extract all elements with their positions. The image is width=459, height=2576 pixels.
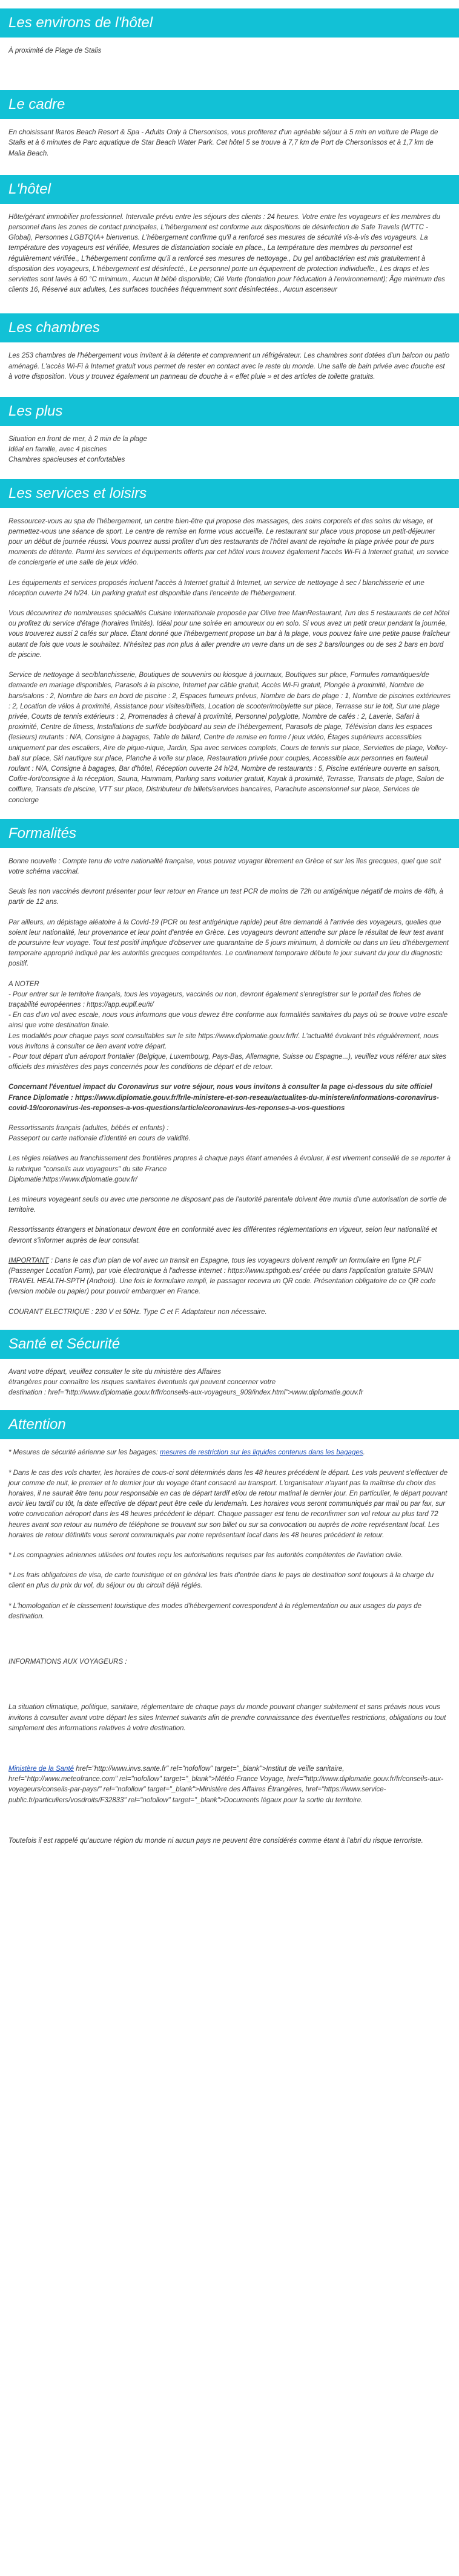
attention-paragraph: * Les compagnies aériennes utilisées ont toutes reçu les autorisations requises par les autorités compétentes de l'aviation civile.: [8, 1552, 403, 1560]
cadre-text-block: [0, 124, 459, 159]
terror-risk-notice: Toutefois il est rappelé qu'aucune région du monde ni aucun pays ne peuvent être considérés comme étant à l'abri du risque terroriste.: [8, 1837, 423, 1845]
health-ministry-link[interactable]: Ministère de la Santé: [8, 1765, 74, 1773]
formalites-paragraph: Seuls les non vaccinés devront présenter pour leur retour en France un test PCR de moins de 72h ou antigénique négatif de moins de 48h, à partir de 12 ans.: [8, 888, 443, 906]
section-cadre: [0, 90, 459, 159]
formalites-paragraph: Par ailleurs, un dépistage aléatoire à la Covid-19 (PCR ou test antigénique rapide) peut être demandé à l'arrivée des voyageurs, quelles que soient leur nationalité, leur provenance et leur point d'entrée en Grèce. Les voyageurs devront attendre sur place le résultat de leur test avant de poursuivre leur voyage. Tout test positif implique d'observer une quarantaine de 5 jours minimum, à domicile ou dans un lieu d'hébergement temporaire approprié indiqué par les autorités grecques compétentes. Le confinement temporaire débute le jour suivant du jour du diagnostic positif.: [8, 918, 449, 968]
formalites-text-block: [0, 853, 459, 1318]
section-title-environs: Les environs de l'hôtel: [0, 8, 459, 38]
spacer: [0, 392, 459, 397]
section-attention: [0, 1410, 459, 1846]
formalites-paragraph: Bonne nouvelle : Compte tenu de votre nationalité française, vous pouvez voyager librement en Grèce et sur les îles grecques, quel que soit votre schéma vaccinal.: [8, 857, 441, 875]
spacer: [0, 66, 459, 90]
travellers-info-title: INFORMATIONS AUX VOYAGEURS :: [8, 1658, 127, 1666]
services-paragraph: Vous découvrirez de nombreuses spécialités Cuisine internationale proposée par Olive tree MainRestaurant, l'un des 5 restaurants de cet hôtel ou profitez du service d'étage (horaires limités). Idéal pour une soirée en amoureux ou en solo. Si vous avez un petit creux pendant la journée, vous trouverez aussi 2 cafés sur place. Étant donné que l'hébergement propose un bar à la plage, vous pouvez faire une petite pause fraîcheur autant de fois que vous le souhaitez. N'hésitez pas non plus à aller prendre un verre dans un de ses 2 bars/lounges ou de ses 2 bars en bord de piscine.: [8, 610, 451, 659]
section-title-attention: Attention: [0, 1410, 459, 1439]
section-chambres: [0, 313, 459, 382]
section-title-services: Les services et loisirs: [0, 479, 459, 508]
note-line: Les modalités pour chaque pays sont consultables sur le site https://www.diplomatie.gouv.fr/fr/. L'actualité évoluant très régulièrement, nous vous invitons à consulter ce lien avant votre départ.: [8, 1032, 439, 1050]
coronavirus-notice: Concernant l'éventuel impact du Coronavirus sur votre séjour, nous vous invitons à consulter la page ci-dessous du site officiel France Diplomatie : https://www.diplomatie.gouv.fr/fr/le-ministere-et-son-reseau/actualites-du-ministere/informations-coronavirus-covid-19/coronavirus-les-reponses-a-vos-questions/article/coronavirus-les-reponses-a-vos-questions: [8, 1084, 439, 1112]
attention-paragraph: La situation climatique, politique, sanitaire, réglementaire de chaque pays du monde pouvant changer subitement et sans préavis nous vous invitons à consulter avant votre départ les sites Internet suivants afin de prendre connaissance des éventuelles restrictions, obligations ou tout simplement des informations relatives à votre destination.: [8, 1704, 446, 1732]
section-title-hotel: L'hôtel: [0, 175, 459, 204]
attention-paragraph: * L'homologation et le classement touristique des modes d'hébergement correspondent à la réglementation ou aux usages du pays de destination.: [8, 1602, 422, 1620]
section-title-sante: Santé et Sécurité: [0, 1330, 459, 1359]
plus-item: Idéal en famille, avec 4 piscines: [8, 446, 107, 454]
border-line: Les règles relatives au franchissement des frontières propres à chaque pays étant amenées à évoluer, il est vivement conseillé de se reporter à la rubrique "conseils aux voyageurs" du site France: [8, 1155, 451, 1173]
formalites-note: [8, 979, 451, 1073]
section-title-chambres: Les chambres: [0, 313, 459, 342]
luggage-suffix: .: [363, 1449, 365, 1457]
environs-text-block: [0, 42, 459, 56]
hotel-text-block: [0, 209, 459, 296]
plus-list: [8, 434, 451, 466]
note-line: - Pour entrer sur le territoire français, tous les voyageurs, vaccinés ou non, devront également s'enregistrer sur le portail des fiches de traçabilité européennes : https://app.euplf.eu/#/: [8, 990, 421, 1008]
services-text-block: [0, 513, 459, 806]
chambres-text-block: [0, 347, 459, 382]
spacer: [0, 169, 459, 175]
section-plus: [0, 397, 459, 466]
formalites-paragraph: Ressortissants étrangers et binationaux devront être en conformité avec les différentes réglementations en vigueur, selon leur nationalité et devront s'informer auprès de leur consulat.: [8, 1226, 437, 1244]
plus-item: Chambres spacieuses et confortables: [8, 456, 125, 464]
attention-luggage: [8, 1448, 451, 1458]
services-paragraph: Ressourcez-vous au spa de l'hébergement, un centre bien-être qui propose des massages, des soins corporels et des soins du visage, et permettez-vous une séance de sport. Le centre de remise en forme vous accueille. Le restaurant sur place vous propose un petit-déjeuner pour un début de journée réussi. Vous pourrez aussi profiter d'un des restaurants de l'hôtel avant de rejoindre la plage privée pour de purs moments de détente. Parmi les services et équipements offerts par cet hôtel vous trouvez également l'accès Wi-Fi à Internet gratuit, un service de conciergerie et une salle de jeux vidéo.: [8, 517, 449, 567]
plus-text-block: [0, 431, 459, 466]
section-title-cadre: Le cadre: [0, 90, 459, 119]
note-line: - En cas d'un vol avec escale, nous vous informons que vous devrez être conforme aux formalités sanitaires du pays où se trouve votre escale ainsi que votre destination finale.: [8, 1012, 448, 1030]
spacer: [0, 305, 459, 313]
environs-text: À proximité de Plage de Stalis: [8, 47, 102, 54]
services-paragraph: Service de nettoyage à sec/blanchisserie, Boutiques de souvenirs ou kiosque à journaux, Boutiques sur place, Formules romantiques/de demande en mariage disponibles, Parasols à la piscine, Internet par câble gratuit, Accès Wi-Fi gratuit, Plongée à proximité, Nombre de bars/salons : 2, Nombre de bars en bord de piscine : 2, Espaces fumeurs prévus, Nombre de bars de plage : 1, Nombre de piscines extérieures : 2, Location de vélos à proximité, Assistance pour visites/billets, Location de scooter/mobylette sur place, Terrasse sur le toit, Sur une plage privée, Courts de tennis extérieurs : 2, Promenades à cheval à proximité, Personnel polyglotte, Nombre de cafés : 2, Laverie, Safari à proximité, Centre de fitness, Installations de surf/de bodyboard au sein de l'hébergement, Parasols de plage, Télévision dans les espaces (lesieurs) mutants : N/A, Consigne à bagages, Table de billard, Centre de remise en forme / jeux vidéo, Étages supérieurs accessibles uniquement par des escaliers, Aire de pique-nique, Jardin, Spa avec services complets, Cours de tennis sur place, Serviettes de plage, Volley-ball sur place, Ski nautique sur place, Planche à voile sur place, Restauration privée pour couples, Accessible aux personnes en fauteuil roulant : N/A, Consigne à bagages, Bar d'hôtel, Réception ouverte 24 h/24, Nombre de restaurants : 5, Piscine extérieure ouverte en saison, Coffre-fort/consigne à la réception, Sauna, Hammam, Parking sans voiturier gratuit, Kayak à proximité, Terrasse, Transats de plage, Salon de coiffure, Transats de piscine, VTT sur place, Distributeur de billets/services bancaires, Parachute ascensionnel sur place, Services de concierge: [8, 672, 451, 804]
liquids-restriction-link[interactable]: mesures de restriction sur les liquides contenus dans les bagages: [159, 1449, 363, 1457]
doc-line: Passeport ou carte nationale d'identité en cours de validité.: [8, 1135, 191, 1143]
section-hotel: [0, 175, 459, 296]
chambres-text: Les 253 chambres de l'hébergement vous invitent à la détente et comprennent un réfrigérateur. Les chambres sont dotées d'un balcon ou patio aménagé. L'accès Wi-Fi à Internet gratuit vous permet de rester en contact avec le reste du monde. Une salle de bain privée avec douche est à votre disposition. Vous y trouvez également un panneau de douche à « effet pluie » et des articles de toilette gratuits.: [8, 352, 450, 381]
important-label: IMPORTANT: [8, 1257, 49, 1264]
sante-line: destination : href="http://www.diplomatie.gouv.fr/fr/conseils-aux-voyageurs_909/index.html">www.diplomatie.gouv.fr: [8, 1389, 363, 1397]
sante-line: Avant votre départ, veuillez consulter le site du ministère des Affaires: [8, 1368, 221, 1376]
section-formalites: [0, 819, 459, 1318]
doc-line: Ressortissants français (adultes, bébés et enfants) :: [8, 1125, 169, 1132]
important-notice: [8, 1256, 451, 1298]
attention-text-block: [0, 1444, 459, 1846]
section-title-formalites: Formalités: [0, 819, 459, 848]
luggage-prefix: * Mesures de sécurité aérienne sur les bagages:: [8, 1449, 160, 1457]
sante-text: [8, 1367, 451, 1399]
note-line: - Pour tout départ d'un aéroport frontalier (Belgique, Luxembourg, Pays-Bas, Allemagne, Suisse ou Espagne...), veuillez vous référer aux sites officiels des ministères des pays concernés pour les conditions de départ et de retour.: [8, 1053, 446, 1071]
services-paragraph: Les équipements et services proposés incluent l'accès à Internet gratuit à Internet, un service de nettoyage à sec / blanchisserie et une réception ouverte 24 h/24. Un parking gratuit est disponible dans l'enceinte de l'hébergement.: [8, 579, 424, 597]
sante-text-block: [0, 1364, 459, 1399]
sante-line: étrangères pour connaître les risques sanitaires éventuels qui peuvent concerner votre: [8, 1379, 276, 1387]
attention-paragraph: * Les frais obligatoires de visa, de carte touristique et en général les frais d'entrée dans le pays de destination sont toujours à la charge du client en plus du prix du vol, du séjour ou du circuit déjà réglés.: [8, 1572, 434, 1590]
border-line: Diplomatie:https://www.diplomatie.gouv.fr/: [8, 1175, 137, 1183]
useful-links: [8, 1764, 451, 1806]
important-text: : Dans le cas d'un plan de vol avec un transit en Espagne, tous les voyageurs doivent remplir un formulaire en ligne PLF (Passenger Location Form), par voie électronique à l'adresse internet : https://www.spthgob.es/ créée ou dans l'application gratuite SPAIN TRAVEL HEALTH-SPTH (Android). Une fois le formulaire rempli, le passager recevra un QR code. Présentation obligatoire de ce QR code (version mobile ou papier) pour pouvoir embarquer en France.: [8, 1257, 436, 1296]
cadre-text: En choisissant Ikaros Beach Resort & Spa - Adults Only à Chersonisos, vous profiterez d'un agréable séjour à 5 min en voiture de Plage de Stalis et à 6 minutes de Parc aquatique de Star Beach Water Park. Cet hôtel 5 se trouve à 7,7 km de Port de Chersonissos et à 1,7 km de Malia Beach.: [8, 129, 438, 157]
section-environs: [0, 0, 459, 56]
section-title-plus: Les plus: [0, 397, 459, 426]
useful-links-text: href="http://www.invs.sante.fr" rel="nofollow" target="_blank">Institut de veille sanitaire, href="http://www.meteofrance.com" rel="nofollow" target="_blank">Météo France Voyage, href="http://www.diplomatie.gouv.fr/fr/conseils-aux-voyageurs/conseils-par-pays/" rel="nofollow" target="_blank">Ministère des Affaires Étrangères, href="https://www.service-public.fr/particuliers/vosdroits/F32833" rel="nofollow" target="_blank">Documents légaux pour la sortie du territoire.: [8, 1765, 443, 1804]
hotel-text: Hôte/gérant immobilier professionnel. Intervalle prévu entre les séjours des clients : 24 heures. Votre entre les voyageurs et les membres du personnel dans les zones de contact principales, L'hébergement est conforme aux dispositions de désinfection de Safe Travels (WTTC - Global), Personnes LGBTQIA+ bienvenus. L'hébergement confirme qu'il a renforcé ses mesures de sécurité vis-à-vis des voyageurs. La température des voyageurs est vérifiée, Mesures de distanciation sociale en place., La température des membres du personnel est régulièrement vérifiée., L'hébergement confirme qu'il a renforcé ses mesures de nettoyage., Du gel antibactérien est mis gratuitement à disposition des voyageurs, L'hébergement est désinfecté., Le personnel porte un équipement de protection individuelle., Les draps et les serviettes sont lavés à 60 °C minimum., Aucun lit bébé disponible; Clé Verte (fondation pour l'éducation à l'environnement); Âge minimum des clients 16, Réservé aux adultes, Les surfaces touchées fréquemment sont désinfectées., Aucun ascenseur: [8, 213, 445, 294]
electric-current: COURANT ELECTRIQUE : 230 V et 50Hz. Type C et F. Adaptateur non nécessaire.: [8, 1308, 267, 1316]
note-title: A NOTER: [8, 980, 39, 988]
section-services: [0, 479, 459, 806]
section-sante: [0, 1330, 459, 1399]
attention-paragraph: * Dans le cas des vols charter, les horaires de cous-ci sont déterminés dans les 48 heures précédent le départ. Les vols peuvent s'effectuer de jour comme de nuit, le premier et le dernier jour du voyage étant consacré au transport. L'organisateur n'ayant pas la maîtrise du choix des horaires, il ne saurait être tenu pour responsable en cas de départ tardif et/ou de retour matinal le dernier jour. En particulier, le départ pouvant avoir lieu tardif ou tôt, la date effective de départ peut être celle du lendemain. Les horaires vous seront communiqués par mail ou par fax, sur votre convocation aéroport dans les 48 heures précédent le départ. Chaque passager est tenu de reconfirmer son vol retour au plus tard 72 heures avant son retour au numéro de téléphone se trouvant sur son billet ou sur sa convocation ou auprès de notre représentant local. Les horaires de retour définitifs vous seront communiqués par notre représentant local dans les 48 heures précédent le retour.: [8, 1469, 448, 1539]
documents-required: [8, 1123, 451, 1144]
border-rules: [8, 1154, 451, 1185]
formalites-paragraph: Les mineurs voyageant seuls ou avec une personne ne disposant pas de l'autorité parentale doivent être munis d'une autorisation de sortie de territoire.: [8, 1196, 447, 1214]
plus-item: Situation en front de mer, à 2 min de la plage: [8, 436, 147, 443]
